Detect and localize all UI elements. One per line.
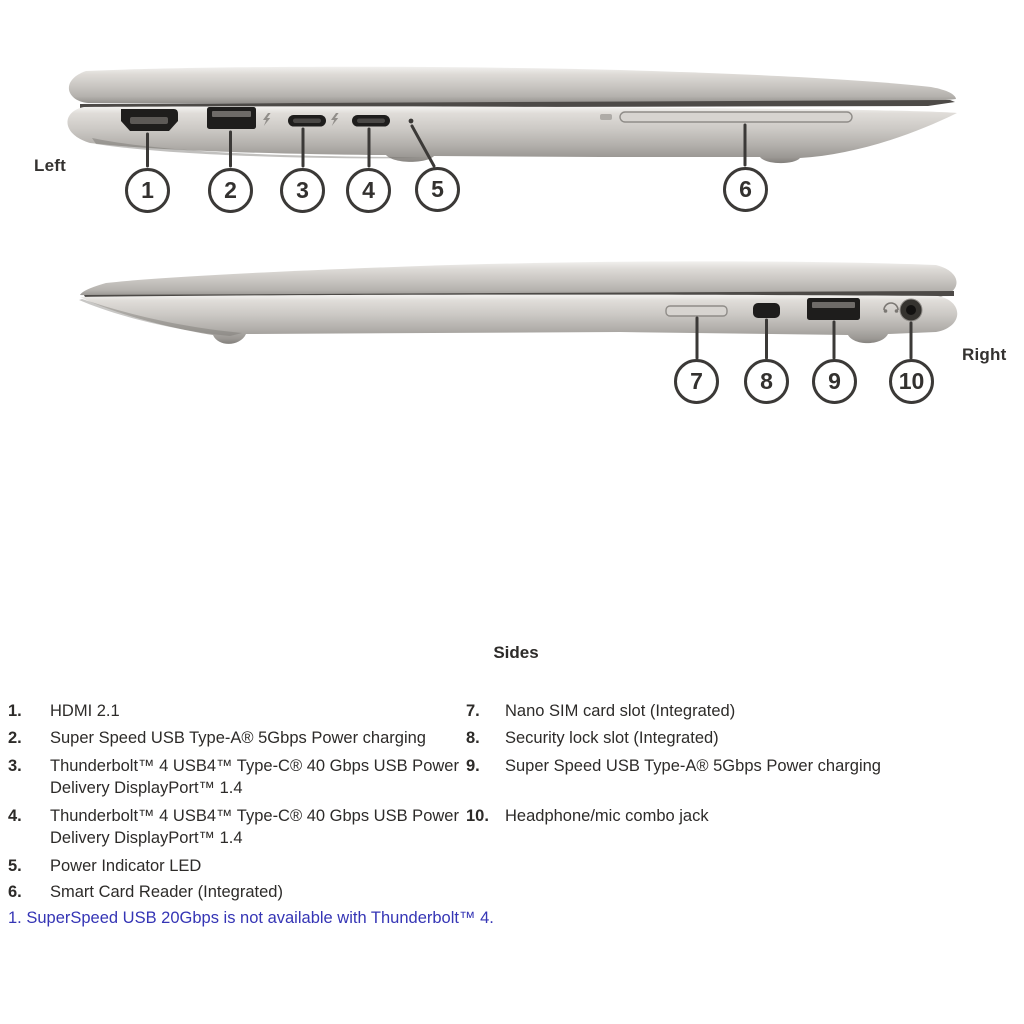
usb-a-port (207, 107, 256, 129)
legend-item-number: 1. (8, 702, 22, 720)
legend-item-text: Thunderbolt™ 4 USB4™ Type-C® 40 Gbps USB Power Delivery DisplayPort™ 1.4 (50, 807, 459, 847)
legend-item-number: 3. (8, 757, 22, 775)
legend-item-text: HDMI 2.1 (50, 702, 120, 720)
legend-item-text: Security lock slot (Integrated) (505, 729, 719, 747)
legend-item-number: 6. (8, 883, 22, 901)
left-view-label: Left (34, 156, 66, 175)
legend-item-text: Smart Card Reader (Integrated) (50, 883, 283, 901)
callout-6: 6 (723, 167, 768, 212)
callout-5: 5 (415, 167, 460, 212)
legend-item-text: Headphone/mic combo jack (505, 807, 709, 825)
right-view-label: Right (962, 345, 1007, 364)
legend-item-number: 7. (466, 702, 480, 720)
hdmi-port-inner (130, 117, 168, 124)
legend-item-number: 5. (8, 857, 22, 875)
headset-icon-dot (884, 309, 888, 313)
power-led (409, 119, 414, 124)
legend-item-number: 9. (466, 757, 480, 775)
usb-a-port (807, 298, 860, 320)
laptop-sides-diagram (0, 0, 1024, 430)
callout-2: 2 (208, 168, 253, 213)
left-side-view-illustration (67, 67, 957, 166)
nano-sim-slot (666, 306, 727, 316)
callout-9: 9 (812, 359, 857, 404)
section-heading: Sides (493, 643, 539, 662)
legend-item-number: 8. (466, 729, 480, 747)
legend-item-text: Thunderbolt™ 4 USB4™ Type-C® 40 Gbps USB Power Delivery DisplayPort™ 1.4 (50, 757, 459, 797)
smart-card-slot-mark (600, 114, 612, 120)
headphone-jack-hole (906, 305, 916, 315)
callout-1: 1 (125, 168, 170, 213)
callout-8: 8 (744, 359, 789, 404)
callout-10: 10 (889, 359, 934, 404)
security-lock-slot (753, 303, 780, 318)
legend-item-number: 10. (466, 807, 489, 825)
usb-a-tongue (212, 111, 251, 117)
callout-7: 7 (674, 359, 719, 404)
usb-c-port-inner (357, 119, 385, 124)
usb-c-port-inner (293, 119, 321, 124)
legend-item-number: 2. (8, 729, 22, 747)
legend-item-text: Nano SIM card slot (Integrated) (505, 702, 736, 720)
headset-icon-dot (895, 309, 899, 313)
legend-item-text: Power Indicator LED (50, 857, 202, 875)
legend-item-text: Super Speed USB Type-A® 5Gbps Power charging (505, 757, 881, 775)
usb-a-tongue (812, 302, 855, 308)
footnote: 1. SuperSpeed USB 20Gbps is not available with Thunderbolt™ 4. (8, 909, 494, 927)
callout-4: 4 (346, 168, 391, 213)
smart-card-slot (620, 112, 852, 122)
right-side-view-illustration (79, 261, 957, 358)
legend-item-number: 4. (8, 807, 22, 825)
laptop-lid (69, 67, 956, 104)
legend-item-text: Super Speed USB Type-A® 5Gbps Power charging (50, 729, 426, 747)
callout-3: 3 (280, 168, 325, 213)
